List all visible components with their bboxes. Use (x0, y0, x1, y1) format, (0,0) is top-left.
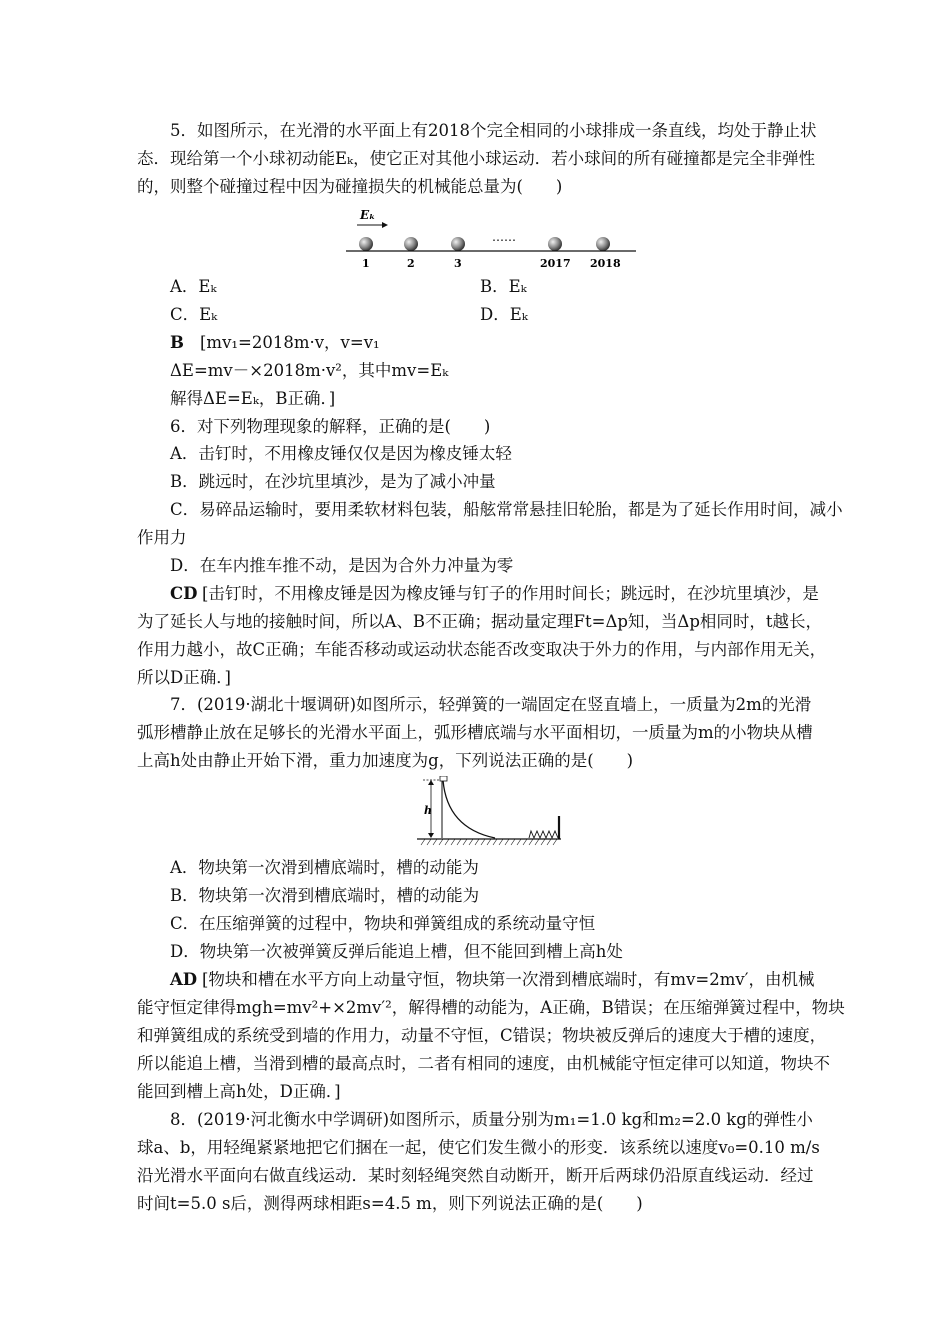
q6-answer-line-3: 作用力越小，故C正确；车能否移动或运动状态能否改变取决于外力的作用，与内部作用无关， (137, 640, 827, 659)
ball-label-2018: 2018 (590, 257, 621, 270)
q5-option-d: D．Eₖ (480, 305, 528, 324)
q6-answer-key: CD (170, 584, 198, 603)
q8-stem-line-1: 8．(2019·河北衡水中学调研)如图所示，质量分别为m₁=1.0 kg和m₂=2.0 kg的弹性小 (170, 1110, 813, 1129)
q6-option-c-cont: 作用力 (137, 528, 187, 547)
q7-groove-spring-figure (415, 776, 575, 848)
q7-answer-line-3: 和弹簧组成的系统受到墙的作用力，动量不守恒，C错误；物块被反弹后的速度大于槽的速度， (137, 1026, 827, 1045)
q7-option-d: D．物块第一次被弹簧反弹后能追上槽，但不能回到槽上高h处 (170, 942, 623, 961)
q7-answer-line-2: 能守恒定律得mgh=mv²+×2mv′²，解得槽的动能为，A正确，B错误；在压缩弹簧过程中，物块 (137, 998, 845, 1017)
q6-answer-line-4: 所以D正确．] (137, 668, 231, 687)
q5-option-a: A．Eₖ (170, 277, 217, 296)
ball-label-1: 1 (362, 257, 370, 270)
q8-stem-line-3: 沿光滑水平面向右做直线运动．某时刻轻绳突然自动断开，断开后两球仍沿原直线运动．经过 (137, 1166, 814, 1185)
ball-label-3: 3 (454, 257, 462, 270)
q6-option-c: C．易碎品运输时，要用柔软材料包装，船舷常常悬挂旧轮胎，都是为了延长作用时间，减小 (170, 500, 843, 519)
q7-option-b: B．物块第一次滑到槽底端时，槽的动能为 (170, 886, 480, 905)
h-label: h (424, 804, 432, 817)
q7-answer-line-5: 能回到槽上高h处，D正确．] (137, 1082, 341, 1101)
spring (529, 831, 558, 838)
ball-2017 (548, 237, 562, 251)
q8-stem-line-4: 时间t=5.0 s后，测得两球相距s=4.5 m，则下列说法正确的是( ) (137, 1194, 643, 1213)
q6-option-b: B．跳远时，在沙坑里填沙，是为了减小冲量 (170, 472, 496, 491)
ball-2018 (596, 237, 610, 251)
q5-stem-line-2: 态．现给第一个小球初动能Eₖ，使它正对其他小球运动．若小球间的所有碰撞都是完全非弹性 (137, 149, 816, 168)
q5-answer-line-3: 解得ΔE=Eₖ，B正确．] (170, 389, 336, 408)
small-block (440, 776, 447, 781)
ek-label: Eₖ (360, 208, 376, 222)
ball-label-2: 2 (407, 257, 415, 270)
q7-stem-line-1: 7．(2019·湖北十堰调研)如图所示，轻弹簧的一端固定在竖直墙上，一质量为2m的光滑 (170, 695, 812, 714)
height-arrow-up (428, 780, 434, 785)
q6-answer-line-1: [击钉时，不用橡皮锤是因为橡皮锤与钉子的作用时间长；跳远时，在沙坑里填沙，是 (202, 584, 819, 603)
ball-label-2017: 2017 (540, 257, 571, 270)
q6-stem: 6．对下列物理现象的解释，正确的是( ) (170, 417, 491, 436)
q6-option-a: A．击钉时，不用橡皮锤仅仅是因为橡皮锤太轻 (170, 444, 512, 463)
q7-answer-line-4: 所以能追上槽，当滑到槽的最高点时，二者有相同的速度，由机械能守恒定律可以知道，物块不 (137, 1054, 830, 1073)
q7-answer-key: AD (170, 970, 198, 989)
q7-option-a: A．物块第一次滑到槽底端时，槽的动能为 (170, 858, 479, 877)
q5-balls-figure (340, 205, 640, 273)
ball-1 (359, 237, 373, 251)
ek-arrowhead (382, 222, 388, 228)
groove-arc (443, 780, 495, 838)
q7-option-c: C．在压缩弹簧的过程中，物块和弹簧组成的系统动量守恒 (170, 914, 596, 933)
ground-hatching (421, 839, 557, 845)
q8-stem-line-2: 球a、b，用轻绳紧紧地把它们捆在一起，使它们发生微小的形变．该系统以速度v₀=0.10 m/s (137, 1138, 820, 1157)
q7-answer-line-1: [物块和槽在水平方向上动量守恒，物块第一次滑到槽底端时，有mv=2mv′，由机械 (202, 970, 815, 989)
q5-answer-line-1: [mv₁=2018m·v，v=v₁ (200, 333, 380, 352)
q5-option-b: B．Eₖ (480, 277, 527, 296)
q7-stem-line-2: 弧形槽静止放在足够长的光滑水平面上，弧形槽底端与水平面相切，一质量为m的小物块从槽 (137, 723, 813, 742)
q5-option-c: C．Eₖ (170, 305, 218, 324)
q5-stem-line-1: 5．如图所示，在光滑的水平面上有2018个完全相同的小球排成一条直线，均处于静止状 (170, 121, 817, 140)
ball-3 (451, 237, 465, 251)
ball-2 (404, 237, 418, 251)
q6-answer-line-2: 为了延长人与地的接触时间，所以A、B不正确；据动量定理Ft=Δp知，当Δp相同时，t越长， (137, 612, 823, 631)
q7-stem-line-3: 上高h处由静止开始下滑，重力加速度为g，下列说法正确的是( ) (137, 751, 634, 770)
q5-answer-key: B (170, 333, 184, 352)
ellipsis-dots: …… (492, 230, 516, 244)
q5-stem-line-3: 的，则整个碰撞过程中因为碰撞损失的机械能总量为( ) (137, 177, 563, 196)
q5-answer-line-2: ΔE=mv－×2018m·v²，其中mv=Eₖ (170, 361, 449, 380)
height-arrow-down (428, 833, 434, 838)
q6-option-d: D．在车内推车推不动，是因为合外力冲量为零 (170, 556, 514, 575)
